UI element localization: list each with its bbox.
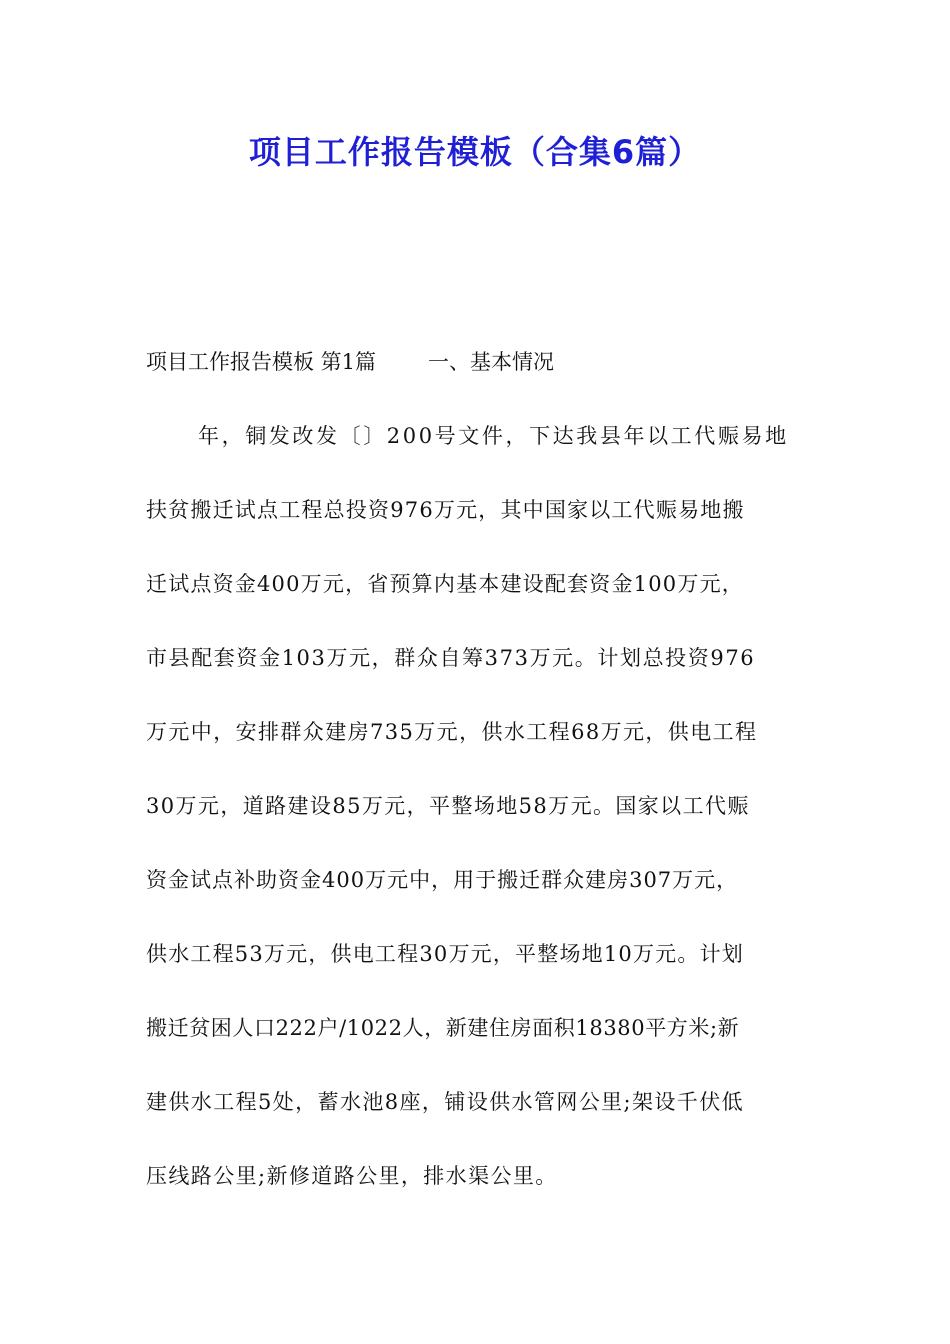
paragraph-line-text: 扶贫搬迁试点工程总投资976万元，其中国家以工代赈易地搬 <box>146 498 745 522</box>
paragraph-line-text: 供水工程53万元，供电工程30万元，平整场地10万元。计划 <box>146 942 744 966</box>
paragraph-line-text: 万元中，安排群众建房735万元，供水工程68万元，供电工程 <box>146 720 758 744</box>
paragraph-line <box>146 1004 808 1078</box>
paragraph-line-text: 迁试点资金400万元，省预算内基本建设配套资金100万元， <box>146 572 744 596</box>
paragraph-line-text: 搬迁贫困人口222户/1022人，新建住房面积18380平方米;新 <box>146 1016 740 1040</box>
section-heading: 一、基本情况 <box>428 350 555 374</box>
paragraph-line <box>146 930 808 1004</box>
document-body <box>146 338 808 1226</box>
section-heading-line <box>146 338 808 412</box>
paragraph-line-text: 建供水工程5处，蓄水池8座，铺设供水管网公里;架设千伏低 <box>146 1090 744 1114</box>
paragraph-line <box>146 782 808 856</box>
document-title: 项目工作报告模板（合集6篇） <box>248 133 702 171</box>
paragraph-line-text: 资金试点补助资金400万元中，用于搬迁群众建房307万元， <box>146 868 739 892</box>
paragraph-line <box>146 856 808 930</box>
paragraph-line <box>146 486 808 560</box>
paragraph-line <box>146 1152 808 1226</box>
paragraph-line-text: 30万元，道路建设85万元，平整场地58万元。国家以工代赈 <box>146 794 750 818</box>
paragraph-line-text: 年，铜发改发〔〕200号文件，下达我县年以工代赈易地 <box>198 424 789 448</box>
paragraph-line <box>146 1078 808 1152</box>
paragraph-line <box>146 634 808 708</box>
paragraph-line-text: 压线路公里;新修道路公里，排水渠公里。 <box>146 1164 558 1188</box>
paragraph-line <box>146 560 808 634</box>
paragraph-line-text: 市县配套资金103万元，群众自筹373万元。计划总投资976 <box>146 646 756 670</box>
paragraph-line <box>146 708 808 782</box>
paragraph-line <box>146 412 808 486</box>
article-heading: 项目工作报告模板 第1篇 <box>146 350 377 374</box>
